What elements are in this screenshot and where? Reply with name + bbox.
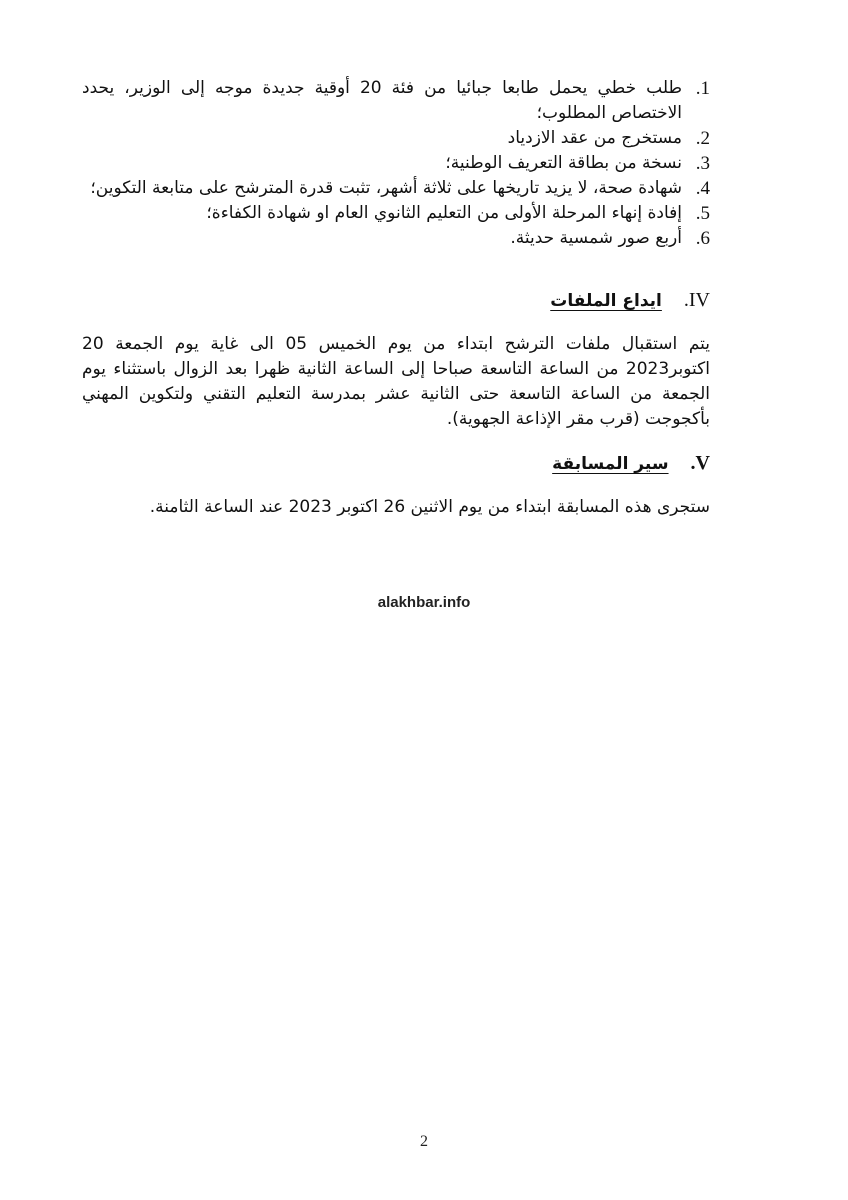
requirements-list (82, 76, 710, 251)
section-file-submission (82, 289, 710, 432)
section-heading (82, 289, 710, 312)
requirement-number: .6 (695, 228, 710, 249)
requirement-number: .4 (695, 178, 710, 199)
section-heading (82, 452, 710, 475)
requirement-number: .1 (695, 78, 710, 99)
requirement-number: .5 (695, 203, 710, 224)
requirement-item-4 (82, 176, 710, 201)
section-body: يتم استقبال ملفات الترشح ابتداء من يوم الخميس 05 الى غاية يوم الجمعة 20 اكتوبر2023 من الساعة التاسعة صباحا إلى الساعة الثانية ظهرا بعد الزوال باستثناء يوم الجمعة من الساعة التاسعة حتى الثانية عشر بمدرسة التعليم التقني ولتكوين المهني بأكجوجت (قرب مقر الإذاعة الجهوية). (82, 334, 710, 429)
document-content (82, 76, 710, 520)
requirement-item-2 (82, 126, 710, 151)
requirement-number: .3 (695, 153, 710, 174)
section-body: ستجرى هذه المسابقة ابتداء من يوم الاثنين 26 اكتوبر 2023 عند الساعة الثامنة. (149, 497, 710, 517)
section-number: .V (690, 452, 710, 474)
requirement-text: شهادة صحة، لا يزيد تاريخها على ثلاثة أشهر، تثبت قدرة المترشح على متابعة التكوين؛ (90, 178, 682, 198)
source-watermark: alakhbar.info (377, 594, 471, 611)
requirement-text: مستخرج من عقد الازدياد (507, 128, 682, 148)
requirement-text: طلب خطي يحمل طابعا جبائيا من فئة 20 أوقية جديدة موجه إلى الوزير، يحدد الاختصاص المطلوب؛ (82, 78, 683, 123)
requirement-item-6 (82, 226, 710, 251)
section-competition-process (82, 452, 710, 520)
requirement-item-3 (82, 151, 710, 176)
requirement-number: .2 (695, 128, 710, 149)
section-number: .IV (683, 289, 710, 311)
section-title: ايداع الملفات (550, 291, 662, 311)
requirement-text: نسخة من بطاقة التعريف الوطنية؛ (445, 153, 682, 173)
page-number: 2 (420, 1133, 428, 1150)
requirement-item-5 (82, 201, 710, 226)
requirement-text: إفادة إنهاء المرحلة الأولى من التعليم الثانوي العام او شهادة الكفاءة؛ (206, 203, 682, 223)
requirement-item-1 (82, 76, 710, 126)
section-title: سير المسابقة (552, 454, 669, 474)
requirement-text: أربع صور شمسية حديثة. (510, 228, 682, 248)
